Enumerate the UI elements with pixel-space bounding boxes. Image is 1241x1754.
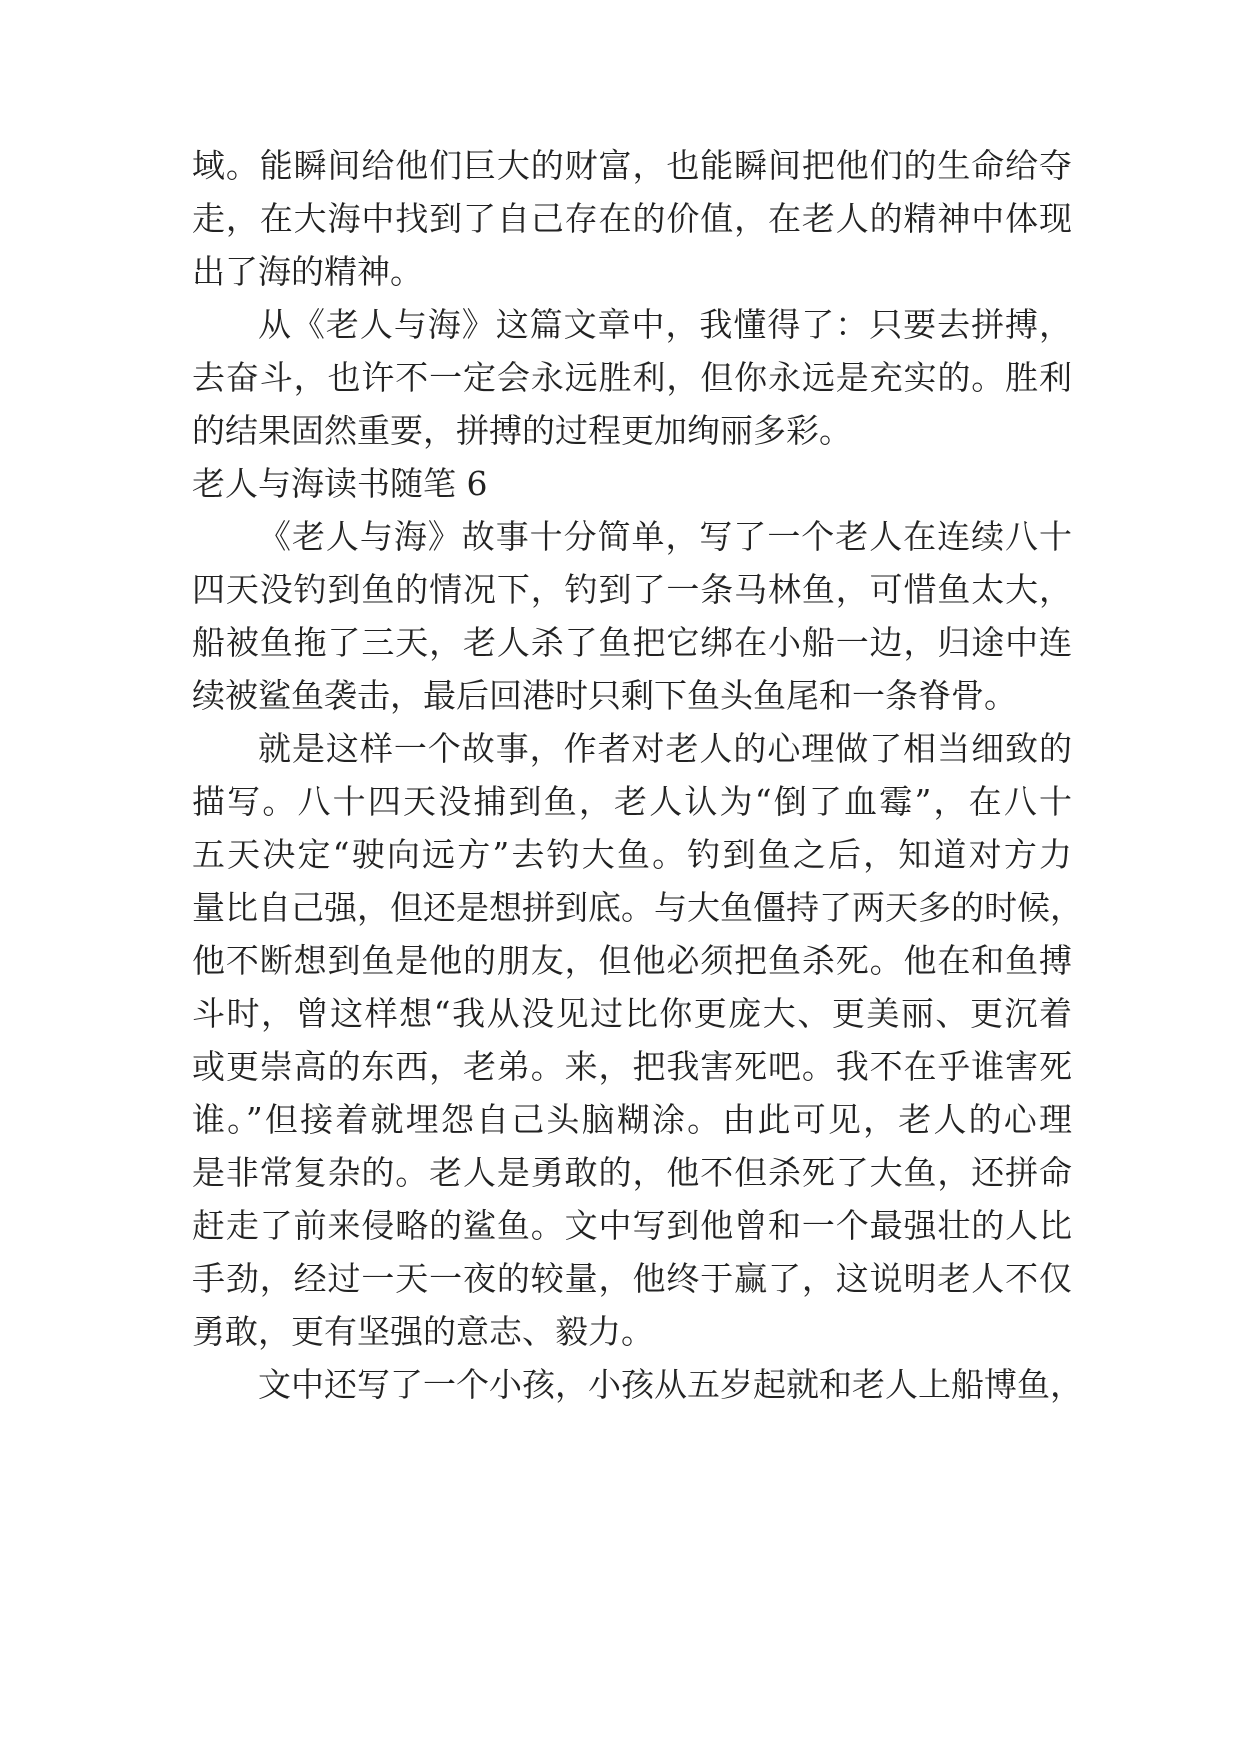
text-line: 谁。”但接着就埋怨自己头脑糊涂。由此可见，老人的心理 <box>192 1100 1072 1139</box>
text-line: 五天决定“驶向远方”去钓大鱼。钓到鱼之后，知道对方力 <box>192 835 1072 874</box>
text-line: 四天没钓到鱼的情况下，钓到了一条马林鱼，可惜鱼太大， <box>192 570 1072 609</box>
paragraph-start-line: 就是这样一个故事，作者对老人的心理做了相当细致的 <box>258 729 1072 768</box>
section-heading: 老人与海读书随笔 6 <box>192 464 488 503</box>
text-line: 他不断想到鱼是他的朋友，但他必须把鱼杀死。他在和鱼搏 <box>192 941 1072 980</box>
text-line: 域。能瞬间给他们巨大的财富，也能瞬间把他们的生命给夺 <box>192 146 1072 185</box>
paragraph-start-line: 文中还写了一个小孩，小孩从五岁起就和老人上船博鱼， <box>258 1365 1083 1404</box>
text-line: 去奋斗，也许不一定会永远胜利，但你永远是充实的。胜利 <box>192 358 1072 397</box>
text-line: 量比自己强，但还是想拼到底。与大鱼僵持了两天多的时候， <box>192 888 1083 927</box>
text-line: 斗时，曾这样想“我从没见过比你更庞大、更美丽、更沉着 <box>192 994 1072 1033</box>
text-line: 船被鱼拖了三天，老人杀了鱼把它绑在小船一边，归途中连 <box>192 623 1072 662</box>
text-line: 赶走了前来侵略的鲨鱼。文中写到他曾和一个最强壮的人比 <box>192 1206 1072 1245</box>
text-line: 走，在大海中找到了自己存在的价值，在老人的精神中体现 <box>192 199 1072 238</box>
text-line: 或更崇高的东西，老弟。来，把我害死吧。我不在乎谁害死 <box>192 1047 1072 1086</box>
text-line: 描写。八十四天没捕到鱼，老人认为“倒了血霉”，在八十 <box>192 782 1072 821</box>
text-line: 的结果固然重要，拼搏的过程更加绚丽多彩。 <box>192 411 852 450</box>
text-line: 是非常复杂的。老人是勇敢的，他不但杀死了大鱼，还拼命 <box>192 1153 1072 1192</box>
paragraph-start-line: 《老人与海》故事十分简单，写了一个老人在连续八十 <box>258 517 1072 556</box>
paragraph-start-line: 从《老人与海》这篇文章中，我懂得了：只要去拼搏， <box>258 305 1072 344</box>
text-line: 勇敢，更有坚强的意志、毅力。 <box>192 1312 654 1351</box>
text-line: 出了海的精神。 <box>192 252 423 291</box>
text-line: 手劲，经过一天一夜的较量，他终于赢了，这说明老人不仅 <box>192 1259 1072 1298</box>
text-line: 续被鲨鱼袭击，最后回港时只剩下鱼头鱼尾和一条脊骨。 <box>192 676 1017 715</box>
